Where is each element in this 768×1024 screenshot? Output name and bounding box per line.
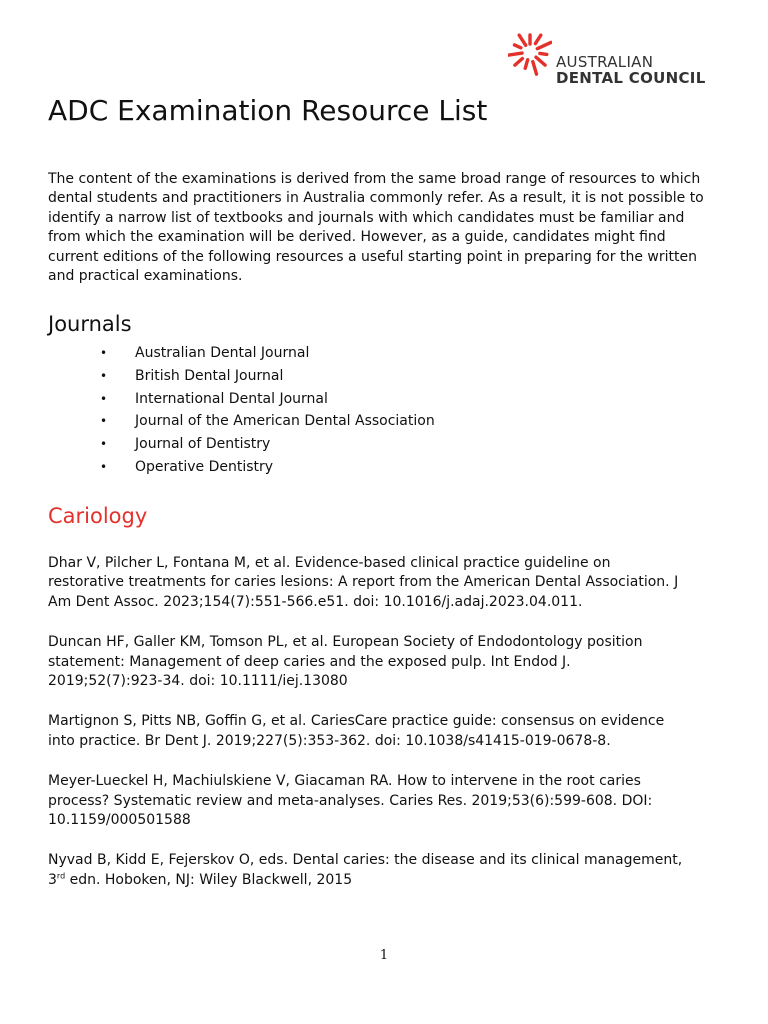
logo-ray bbox=[515, 59, 523, 66]
page-title: ADC Examination Resource List bbox=[48, 94, 488, 127]
logo-ray bbox=[508, 53, 522, 55]
journal-name: International Dental Journal bbox=[135, 390, 328, 407]
brand-logo bbox=[508, 24, 728, 92]
bullet: • bbox=[100, 414, 108, 429]
journal-name: Operative Dentistry bbox=[135, 458, 274, 475]
brand-line-1: AUSTRALIAN bbox=[556, 53, 654, 71]
reference-entry: Meyer-Lueckel H, Machiulskiene V, Giacaman RA. How to intervene in the root caries process? Systematic review and meta-analyses. Caries Res. 2019;53(6):599-608. DOI: 10.1159/000501588 bbox=[48, 773, 653, 829]
reference-entry: Duncan HF, Galler KM, Tomson PL, et al. European Society of Endodontology position statement: Management of deep caries and the exposed pulp. Int Endod J. 2019;52(7):923-34. doi: 10.1111/iej.13080 bbox=[48, 634, 643, 690]
logo-ray bbox=[519, 35, 526, 45]
logo-ray bbox=[535, 35, 540, 43]
list-item bbox=[48, 388, 688, 411]
journal-name: Journal of the American Dental Association bbox=[135, 413, 435, 430]
bullet: • bbox=[100, 459, 108, 474]
list-item bbox=[48, 342, 688, 365]
bullet: • bbox=[100, 437, 108, 452]
logo-ray bbox=[537, 42, 551, 48]
list-item bbox=[48, 410, 688, 433]
journals-list bbox=[48, 342, 688, 479]
list-item bbox=[48, 365, 688, 388]
page-number: 1 bbox=[379, 948, 389, 963]
journals-heading: Journals bbox=[48, 312, 132, 336]
journal-name: Australian Dental Journal bbox=[135, 345, 310, 361]
bullet: • bbox=[100, 368, 108, 383]
reference-text: edn. Hoboken, NJ: Wiley Blackwell, 2015 bbox=[65, 871, 353, 888]
cariology-heading: Cariology bbox=[48, 504, 148, 528]
reference-entry: Dhar V, Pilcher L, Fontana M, et al. Evidence-based clinical practice guideline on restorative treatments for caries lesions: A report from the American Dental Association. J Am Dent Assoc. 2023;154(7):551-566.e51. doi: 10.1016/j.adaj.2023.04.011. bbox=[48, 555, 679, 610]
logo-ray bbox=[525, 60, 528, 69]
starburst-logo-icon bbox=[508, 24, 552, 84]
journal-name: British Dental Journal bbox=[135, 367, 284, 384]
reference-text: Nyvad B, Kidd E, Fejerskov O, eds. Dental caries: the disease and its clinical management, 3 bbox=[48, 852, 683, 888]
cariology-references bbox=[48, 554, 688, 911]
bullet: • bbox=[100, 391, 108, 406]
list-item bbox=[48, 456, 688, 479]
logo-ray bbox=[540, 53, 547, 54]
list-item bbox=[48, 433, 688, 456]
logo-ray bbox=[533, 62, 537, 75]
logo-ray bbox=[536, 57, 545, 65]
brand-line-2: DENTAL COUNCIL bbox=[556, 69, 706, 87]
bullet: • bbox=[100, 346, 108, 360]
journal-name: Journal of Dentistry bbox=[135, 436, 271, 453]
reference-entry bbox=[48, 851, 688, 890]
reference-entry: Martignon S, Pitts NB, Goffin G, et al. CariesCare practice guide: consensus on evidence into practice. Br Dent J. 2019;227(5):353-362. doi: 10.1038/s41415-019-0678-8. bbox=[48, 713, 665, 749]
intro-paragraph: The content of the examinations is derived from the same broad range of resources to which dental students and practitioners in Australia commonly refer. As a result, it is not possible to identify a narrow list of textbooks and journals with which candidates must be familiar and from which the examination will be derived. However, as a guide, candidates might find current editions of the following resources a useful starting point in preparing for the written and practical examinations. bbox=[48, 171, 704, 285]
ordinal-suffix: rd bbox=[56, 871, 66, 881]
logo-ray bbox=[515, 45, 521, 48]
